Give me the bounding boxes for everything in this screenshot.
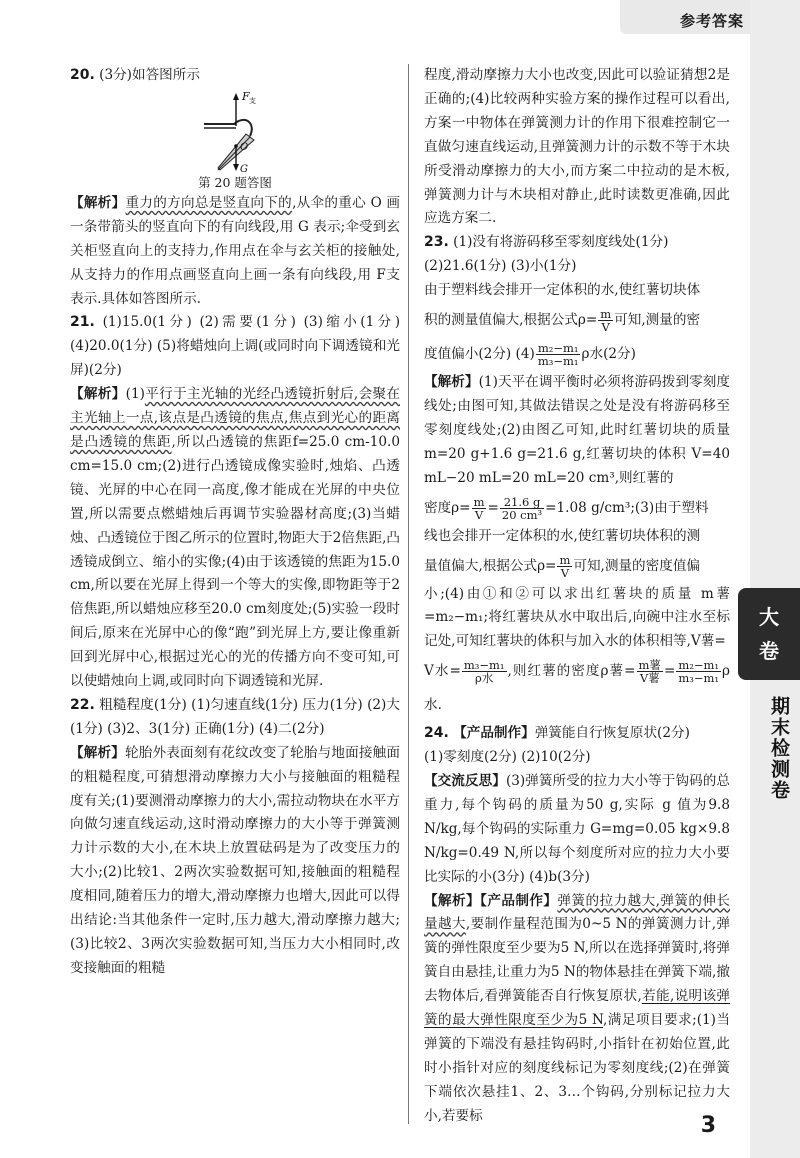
gravity-label: G (240, 163, 248, 174)
q24-analysis-tag: 【解析】 (424, 892, 481, 909)
q22-answer-text: 粗糙程度(1分) (1)匀速直线(1分) 压力(1分) (2)大(1分) (3)2、3(1分) 正确(1分) (4)二(2分) (70, 696, 400, 737)
q24-ans-1: 弹簧能自行恢复原状(2分) (534, 725, 690, 742)
q23-analysis-4 (424, 549, 730, 583)
support-force-sub: 支 (249, 96, 256, 105)
q23-ans-5a: 度值偏小(2分) (4) (424, 346, 535, 363)
q23-analysis-1 (424, 371, 730, 491)
frac-numerator: m薯 (638, 658, 661, 673)
q20-figure-caption: 第 20 题答图 (198, 174, 272, 190)
q23-ans-4b: 可知,测量的密 (614, 312, 701, 329)
q20-stem-text: (3分)如答图所示 (99, 67, 200, 83)
q23-an-6d: ρ水. (424, 663, 730, 714)
q23-an-4b: 可知,测量的密度值偏 (573, 557, 701, 574)
q21-analysis-tag: 【解析】 (70, 386, 126, 403)
page-number: 3 (700, 1113, 716, 1138)
section-tab (738, 588, 800, 680)
formula-rho (637, 659, 663, 684)
q22-number: 22. (70, 696, 95, 713)
frac-numerator: m (600, 307, 612, 322)
formula-m-over-v (598, 308, 613, 333)
side-strip (750, 0, 800, 1158)
q23-an-2c: =1.08 g/cm³;(3)由于塑料 (545, 499, 709, 516)
q22-analysis-text: 轮胎外表面刻有花纹改变了轮胎与地面接触面的粗糙程度,可猜想滑动摩擦力大小与接触面的粗糙程度有关;(1)要测滑动摩擦力的大小,需拉动物块在水平方向做匀速直线运动,这时滑动摩擦力的大小等于弹簧测力计示数的大小,在木块上放置砝码是为了改变压力的大小;(2)比较1、2两次实验数据可知,接触面的粗糙程度相同,随着压力的增大,滑动摩擦力也增大,因此可以得出结论:当其他条件一定时,压力越大,滑动摩擦力越大;(3)比较2、3两次实验数据可知,当压力大小相同时,改变接触面的粗糙 (70, 744, 401, 976)
q23-ans-1: (1)没有将游码移至零刻度线处(1分) (453, 234, 669, 251)
q23-answer-4 (424, 303, 730, 337)
q23-answer-3: 由于塑料线会排开一定体积的水,使红薯切块体 (424, 282, 701, 299)
q24-answer-2: (1)零刻度(2分) (2)10(2分) (424, 749, 591, 766)
q21-answer (70, 311, 400, 383)
formula-m-over-v (472, 496, 487, 521)
q23-answer-5 (424, 337, 730, 371)
q20-figure (70, 90, 400, 192)
q23-analysis-3: 线也会排开一定体积的水,使红薯切块体积的测 (424, 527, 701, 544)
q24-answer-3 (424, 770, 730, 890)
section-tab-char-2: 卷 (759, 639, 779, 663)
frac-numerator: m (559, 552, 571, 567)
q24-analysis-tag-product: 【产品制作】 (480, 892, 558, 909)
q23-an-4a: 量值偏大,根据公式ρ= (424, 557, 557, 574)
q20-stem (70, 64, 400, 88)
q23-an-2a: 密度ρ= (424, 499, 471, 516)
section-vertical-label: 期末检测卷 (768, 696, 790, 801)
frac-numerator: m (473, 494, 485, 509)
q24-analysis-key: 弹簧的拉力越大,弹簧的伸长量越大 (424, 892, 730, 933)
q21-analysis (70, 383, 400, 694)
section-tab-char-1: 大 (759, 605, 779, 629)
q23-an-6a: V水= (424, 663, 461, 680)
q23-analysis-5: 小;(4)由①和②可以求出红薯块的质量 m薯=m₂−m₁;将红薯块从水中取出后,向碗中注水至标记处,可知红薯块的体积与加入水的体积相等,V薯= (424, 585, 730, 650)
q21-analysis-key: 平行于主光轴的光经凸透镜折射后,会聚在主光轴上一点,该点是凸透镜的焦点,焦点到光心的距离是凸透镜的焦距 (70, 386, 400, 450)
q21-answer-text: (1)15.0(1分) (2)需要(1分) (3)缩小(1分) (4)20.0(1分) (5)将蜡烛向上调(或同时向下调透镜和光屏)(2分) (70, 314, 400, 379)
frac-denominator: m₃−m₁ (678, 671, 719, 686)
q23-an-1: (1)天平在调平衡时必须将游码拨到零刻度线处;由图可知,其做法错误之处是没有将游码移至零刻度线处;(2)由图乙可知,此时红薯切块的质量 m=20 g+1.6 g=21.6 g,红薯切块的体积 V=40 mL−20 mL=20 mL=20 cm³,则红薯的 (424, 374, 730, 486)
q24-ans-3: (3)弹簧所受的拉力大小等于钩码的总重力,每个钩码的质量为50 g,实际 g 值为9.8 N/kg,每个钩码的实际重力 G=mg=0.05 kg×9.8 N/kg=0.49 N,所以每个刻度所对应的拉力大小要比实际的小(3分) (4)b(3分) (424, 773, 731, 885)
frac-denominator: V (601, 320, 610, 335)
center-label: O (240, 141, 249, 153)
left-column (70, 64, 400, 981)
frac-numerator: m₂−m₁ (537, 341, 579, 356)
formula-answer-fraction (676, 659, 721, 684)
frac-denominator: m₃−m₁ (537, 354, 579, 369)
q23-an-6c: = (663, 663, 676, 680)
umbrella-diagram (190, 90, 280, 174)
right-column (424, 64, 730, 1129)
q22-analysis-cont: 程度,滑动摩擦力大小也改变,因此可以验证猜想2是正确的;(4)比较两种实验方案的操作过程可以看出,方案一中物体在弹簧测力计的作用下很难控制它一直做匀速直线运动,且弹簧测力计的示数不等于木块所受滑动摩擦力的大小,而方案二中拉动的是木板,弹簧测力计与木块相对静止,此时读数更准确,因此应选方案二. (424, 67, 730, 227)
q23-an-2b: = (487, 499, 499, 516)
formula-m-over-v (557, 554, 572, 579)
support-force-label: F (242, 89, 250, 103)
formula-density-values (500, 496, 544, 521)
frac-denominator: V薯 (639, 671, 660, 686)
q22-answer (70, 694, 400, 742)
q20-analysis-key: 重力的方向总是竖直向下的 (125, 194, 293, 211)
formula-answer-fraction (536, 342, 581, 367)
q23-answer-2: (2)21.6(1分) (3)小(1分) (424, 258, 577, 275)
q20-analysis (70, 192, 400, 312)
q21-number: 21. (70, 314, 95, 331)
q20-analysis-text: ,从伞的重心 O 画一条带箭头的竖直向下的有向线段,用 G 表示;伞受到玄关柜竖直向上的支持力,作用点在伞与玄关柜的接触处,从支持力的作用点画竖直向上画一条有向线段,用 F支 表示.具体如答图所示. (70, 194, 401, 307)
q24-an-1: ,要制作量程范围为0~5 N的弹簧测力计,弹簧的弹性限度至少要为5 N,所以在选择弹簧时,将弹簧自由悬挂,让重力为5 N的物体悬挂在弹簧下端,撤去物体后,看弹簧能否自行恢复原状, (424, 916, 730, 1005)
frac-numerator: m₂−m₁ (678, 658, 719, 673)
q23-an-6b: ,则红薯的密度ρ薯= (507, 663, 636, 680)
q21-analysis-head: (1) (125, 386, 145, 403)
column-divider (408, 64, 409, 1124)
q24-an-2: ,满足项目要求;(1)当弹簧的下端没有悬挂钩码时,小指针在初始位置,此时小指针对应的刻度线标记为零刻度线;(2)在弹簧下端依次悬挂1、2、3…个钩码,分别标记拉力大小,若要标 (424, 1012, 731, 1124)
q23-number: 23. (424, 234, 449, 251)
q24-analysis (424, 890, 730, 1129)
q23-analysis-6 (424, 654, 730, 722)
frac-denominator: V (474, 507, 484, 522)
q20-analysis-tag: 【解析】 (70, 194, 126, 211)
q24-tag-product: 【产品制作】 (453, 725, 535, 742)
q23-ans-4a: 积的测量值偏大,根据公式ρ= (424, 312, 598, 329)
q24-analysis-underlined: 若能,说明该弹簧的最大弹性限度至少为5 N (424, 988, 730, 1029)
q24-number: 24. (424, 725, 449, 742)
q23-answer-1 (424, 231, 730, 255)
q23-ans-5b: ρ水(2分) (581, 346, 636, 363)
frac-denominator: V (560, 565, 570, 580)
frac-numerator: 21.6 g (500, 496, 544, 509)
frac-denominator: ρ水 (475, 671, 494, 686)
q20-number: 20. (70, 67, 95, 83)
frac-numerator: m₃−m₁ (463, 658, 505, 673)
q24-answer-1 (424, 722, 730, 746)
q21-analysis-text: ,所以凸透镜的焦距f=25.0 cm-10.0 cm=15.0 cm;(2)进行凸透镜成像实验时,烛焰、凸透镜、光屏的中心在同一高度,像才能成在光屏的中央位置,所以需要点燃蜡烛后再调节实验器材高度;(3)当蜡烛、凸透镜位于图乙所示的位置时,物距大于2倍焦距,凸透镜成倒立、缩小的实像;(4)由于该透镜的焦距为15.0 cm,所以要在光屏上得到一个等大的实像,即物距等于2倍焦距,所以蜡烛应移至20.0 cm刻度处;(5)实验一段时间后,原来在光屏中心的像“跑”到光屏上方,要让像重新回到光屏中心,根据过光心的光的传播方向不变可知,可以使蜡烛向上调,或同时向下调透镜和光屏. (70, 433, 400, 690)
q24-tag-reflect: 【交流反思】 (424, 773, 506, 790)
q23-analysis-tag: 【解析】 (424, 374, 479, 391)
frac-denominator: 20 cm³ (501, 507, 543, 522)
q22-analysis-tag: 【解析】 (70, 744, 126, 761)
formula-volume (462, 659, 507, 684)
q23-analysis-2 (424, 491, 730, 525)
header-title: 参考答案 (679, 12, 744, 30)
q22-analysis (70, 742, 400, 981)
